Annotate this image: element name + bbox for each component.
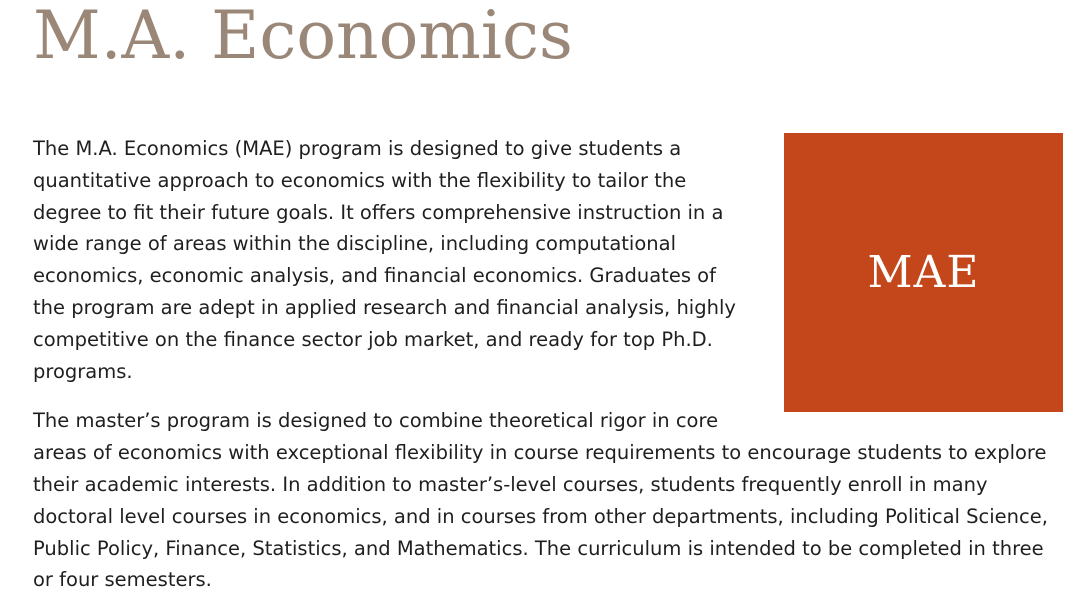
description-paragraph-2: The master’s program is designed to combine theoretical rigor in core areas of economics with exceptional flexibility in course requirements to encourage students to explore their academic interests. In addition to master’s-level courses, students frequently enroll in many doctoral level courses in economics, and in courses from other departments, including Political Science, Public Policy, Finance, Statistics, and Mathematics. The curriculum is intended to be completed in three or four semesters. [33, 409, 1048, 592]
program-description [33, 133, 1063, 614]
description-paragraph-1: The M.A. Economics (MAE) program is designed to give students a quantitative approach to economics with the flexibility to tailor the degree to fit their future goals. It offers comprehensive instruction in a wide range of areas within the discipline, including computational economics, economic analysis, and financial economics. Graduates of the program are adept in applied research and financial analysis, highly competitive on the finance sector job market, and ready for top Ph.D. programs. [33, 137, 736, 383]
page-title: M.A. Economics [33, 0, 573, 74]
mae-logo [784, 133, 1063, 412]
mae-logo-text: MAE [867, 246, 980, 298]
